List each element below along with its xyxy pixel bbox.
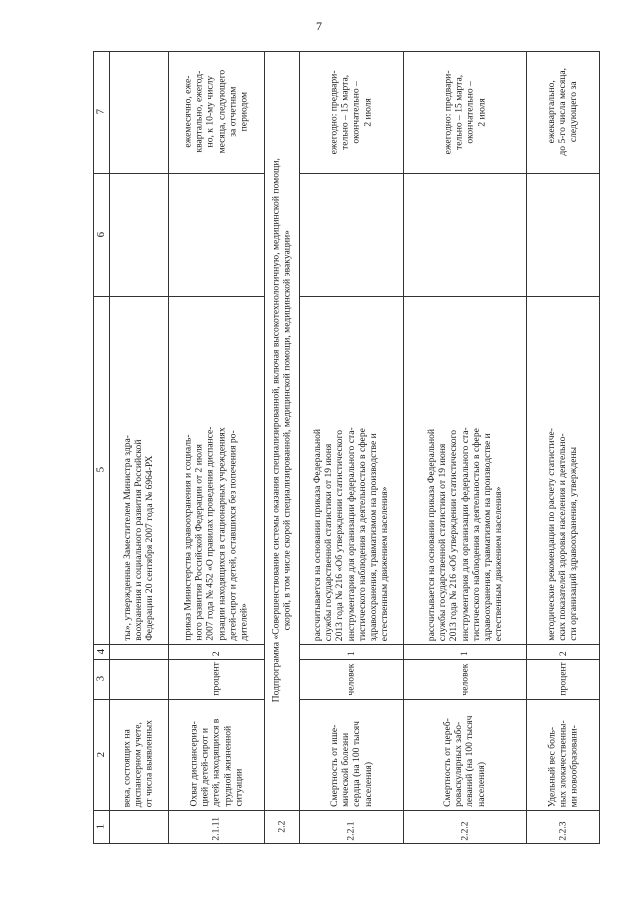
indicator-type: 1 [345, 651, 357, 656]
calculation-method: методические рекомендации по расчету статистиче- ских показателей здоровья населения и деятельно- сти организаций здравоохранения, утверждены [546, 428, 580, 641]
table-rule [299, 296, 600, 297]
unit-of-measure: процент [210, 662, 222, 696]
continued-method: ты», утвержденные Заместителем Министра здра- воохранения и социального развития Российской Федерации 20 сентября 2007 года № 6964-РХ [121, 435, 156, 641]
table-rule [93, 51, 600, 52]
table-rule [264, 51, 265, 844]
subprogram-number: 2.2 [275, 820, 287, 833]
unit-of-measure: человек [458, 663, 470, 696]
subprogram-title: Подпрограмма «Совершенствование системы оказания специализированной, включая высокотехнологичную, медицинской помощи, скорой, в том числе скорой специализированной, медицинской помощи, медицинской эвакуации» [270, 158, 293, 703]
reporting-period: ежегодно: предвари- тельно – 15 марта, окончательно – 2 июля [442, 70, 487, 154]
table-rule [299, 644, 600, 645]
calculation-method: рассчитывается на основании приказа Федеральной службы государственной статистики от 19 июня 2013 года № 216 «Об утверждении статистического инструментария для организации федерального ста- тистического наблюдения за деятельностью в сфере здравоохранения, травматизмом на производстве и естественным движением населения» [311, 427, 391, 641]
table-rule [93, 51, 94, 844]
table-rule [93, 659, 264, 660]
header-col-7: 7 [94, 109, 107, 115]
table-rule [109, 51, 110, 844]
reporting-period: ежегодно: предвари- тельно – 15 марта, окончательно – 2 июля [328, 70, 374, 154]
table-rule [403, 51, 404, 844]
row-number: 2.1.11 [210, 817, 222, 841]
table-rule [93, 173, 264, 174]
header-col-3: 3 [94, 676, 107, 682]
unit-of-measure: процент [557, 662, 569, 696]
table-rule [93, 699, 264, 700]
table-rule [299, 699, 600, 700]
table-rule [93, 296, 264, 297]
note [404, 174, 525, 295]
calculation-method: рассчитывается на основании приказа Федеральной службы государственной статистики от 19 июня 2013 года № 216 «Об утверждении статистического инструментария для организации федерального ста- тистического наблюдения за деятельностью в сфере здравоохранения, травматизмом на производстве и естественным движением населения» [425, 427, 504, 641]
table-rule [93, 644, 264, 645]
header-col-2: 2 [94, 751, 107, 758]
note [169, 174, 263, 295]
header-col-6: 6 [94, 231, 107, 238]
note [527, 174, 599, 295]
indicator-type: 1 [458, 651, 470, 656]
indicator-type: 2 [557, 651, 569, 656]
row-number: 2.2.1 [345, 821, 357, 841]
note [300, 174, 402, 295]
data-table [93, 51, 600, 844]
header-col-1: 1 [94, 824, 107, 830]
calculation-method: приказ Министерства здравоохранения и социаль- ного развития Российской Федерации от 2 июля 2007 года № 452 «О правилах проведения диспансе- ризации находящихся в стационарных учреждениях детей-сирот и детей, оставшихся без попечения ро- дителей» [182, 426, 250, 641]
page-number: 7 [316, 19, 322, 33]
header-col-5: 5 [94, 467, 107, 473]
table-rule [299, 659, 600, 660]
reporting-period: ежеквартально, до 5-го числа месяца, следующего за [546, 68, 580, 156]
indicator-name: Смертность от ише- мической болезни сердца (на 100 тысяч населения) [328, 721, 374, 807]
indicator-name: Охват диспансериза- цией детей-сирот и детей, находящихся в трудной жизненной ситуации [187, 719, 244, 807]
header-col-4: 4 [94, 648, 107, 655]
indicator-name: Удельный вес боль- ных злокачественны- ми новообразовани- [546, 720, 580, 807]
reporting-period: ежемесячно, еже- квартально, ежегод- но, к 10-му числу месяца, следующего за отчетным периодом [182, 70, 250, 154]
continued-indicator-name: века, состоящих на диспансерном учете, от числа выявленных [121, 719, 156, 807]
indicator-name: Смертность от цереб- роваскулярных забо- леваний (на 100 тысяч населения) [442, 715, 487, 807]
table-rule [299, 51, 300, 844]
table-rule [599, 51, 600, 844]
table-rule [93, 810, 600, 811]
row-number: 2.2.2 [458, 821, 470, 841]
table-rule [93, 843, 600, 844]
unit-of-measure: человек [345, 663, 357, 696]
table-rule [168, 51, 169, 844]
indicator-type: 2 [210, 651, 222, 656]
table-rule [526, 51, 527, 844]
row-number: 2.2.3 [557, 821, 569, 841]
table-rule [299, 173, 600, 174]
